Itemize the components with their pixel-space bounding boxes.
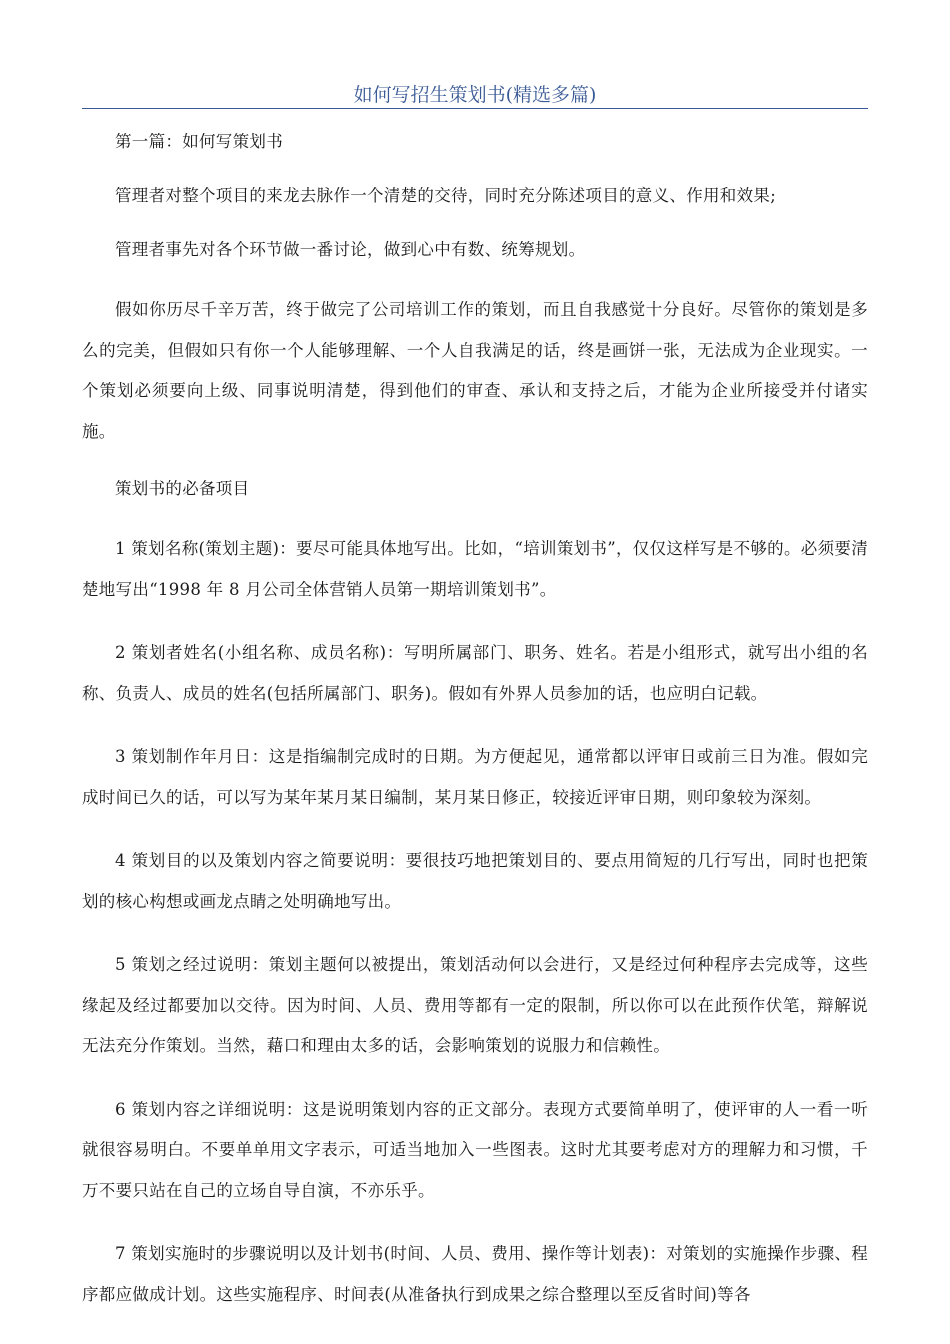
paragraph: 管理者对整个项目的来龙去脉作一个清楚的交待，同时充分陈述项目的意义、作用和效果; (115, 186, 777, 205)
list-item: 6 策划内容之详细说明：这是说明策划内容的正文部分。表现方式要简单明了，使评审的人一看一听就很容易明白。不要单单用文字表示，可适当地加入一些图表。这时尤其要考虑对方的理解力和习惯，千万不要只站在自己的立场自导自演，不亦乐乎。 (82, 1099, 868, 1200)
list-item: 4 策划目的以及策划内容之简要说明：要很技巧地把策划目的、要点用简短的几行写出，同时也把策划的核心构想或画龙点睛之处明确地写出。 (82, 851, 868, 911)
subsection-heading: 策划书的必备项目 (115, 479, 250, 498)
list-item: 7 策划实施时的步骤说明以及计划书(时间、人员、费用、操作等计划表)：对策划的实施操作步骤、程序都应做成计划。这些实施程序、时间表(从准备执行到成果之综合整理以至反省时间)等各 (82, 1244, 868, 1304)
paragraph: 管理者事先对各个环节做一番讨论，做到心中有数、统筹规划。 (115, 240, 586, 259)
paragraph: 假如你历尽千辛万苦，终于做完了公司培训工作的策划，而且自我感觉十分良好。尽管你的策划是多么的完美，但假如只有你一个人能够理解、一个人自我满足的话，终是画饼一张，无法成为企业现实。一个策划必须要向上级、同事说明清楚，得到他们的审查、承认和支持之后，才能为企业所接受并付诸实施。 (82, 300, 868, 441)
list-item: 1 策划名称(策划主题)：要尽可能具体地写出。比如，“培训策划书”，仅仅这样写是不够的。必须要清楚地写出“1998 年 8 月公司全体营销人员第一期培训策划书”。 (82, 539, 868, 599)
list-item: 3 策划制作年月日：这是指编制完成时的日期。为方便起见，通常都以评审日或前三日为准。假如完成时间已久的话，可以写为某年某月某日编制，某月某日修正，较接近评审日期，则印象较为深刻。 (82, 747, 868, 807)
document-body (82, 128, 868, 1338)
document-title: 如何写招生策划书(精选多篇) (353, 84, 597, 106)
list-item: 2 策划者姓名(小组名称、成员名称)：写明所属部门、职务、姓名。若是小组形式，就写出小组的名称、负责人、成员的姓名(包括所属部门、职务)。假如有外界人员参加的话，也应明白记载。 (82, 643, 868, 703)
list-item: 5 策划之经过说明：策划主题何以被提出，策划活动何以会进行，又是经过何种程序去完成等，这些缘起及经过都要加以交待。因为时间、人员、费用等都有一定的限制，所以你可以在此预作伏笔，辩解说无法充分作策划。当然，藉口和理由太多的话，会影响策划的说服力和信赖性。 (82, 955, 868, 1055)
title-divider (82, 108, 868, 109)
section-heading: 第一篇：如何写策划书 (115, 132, 283, 151)
